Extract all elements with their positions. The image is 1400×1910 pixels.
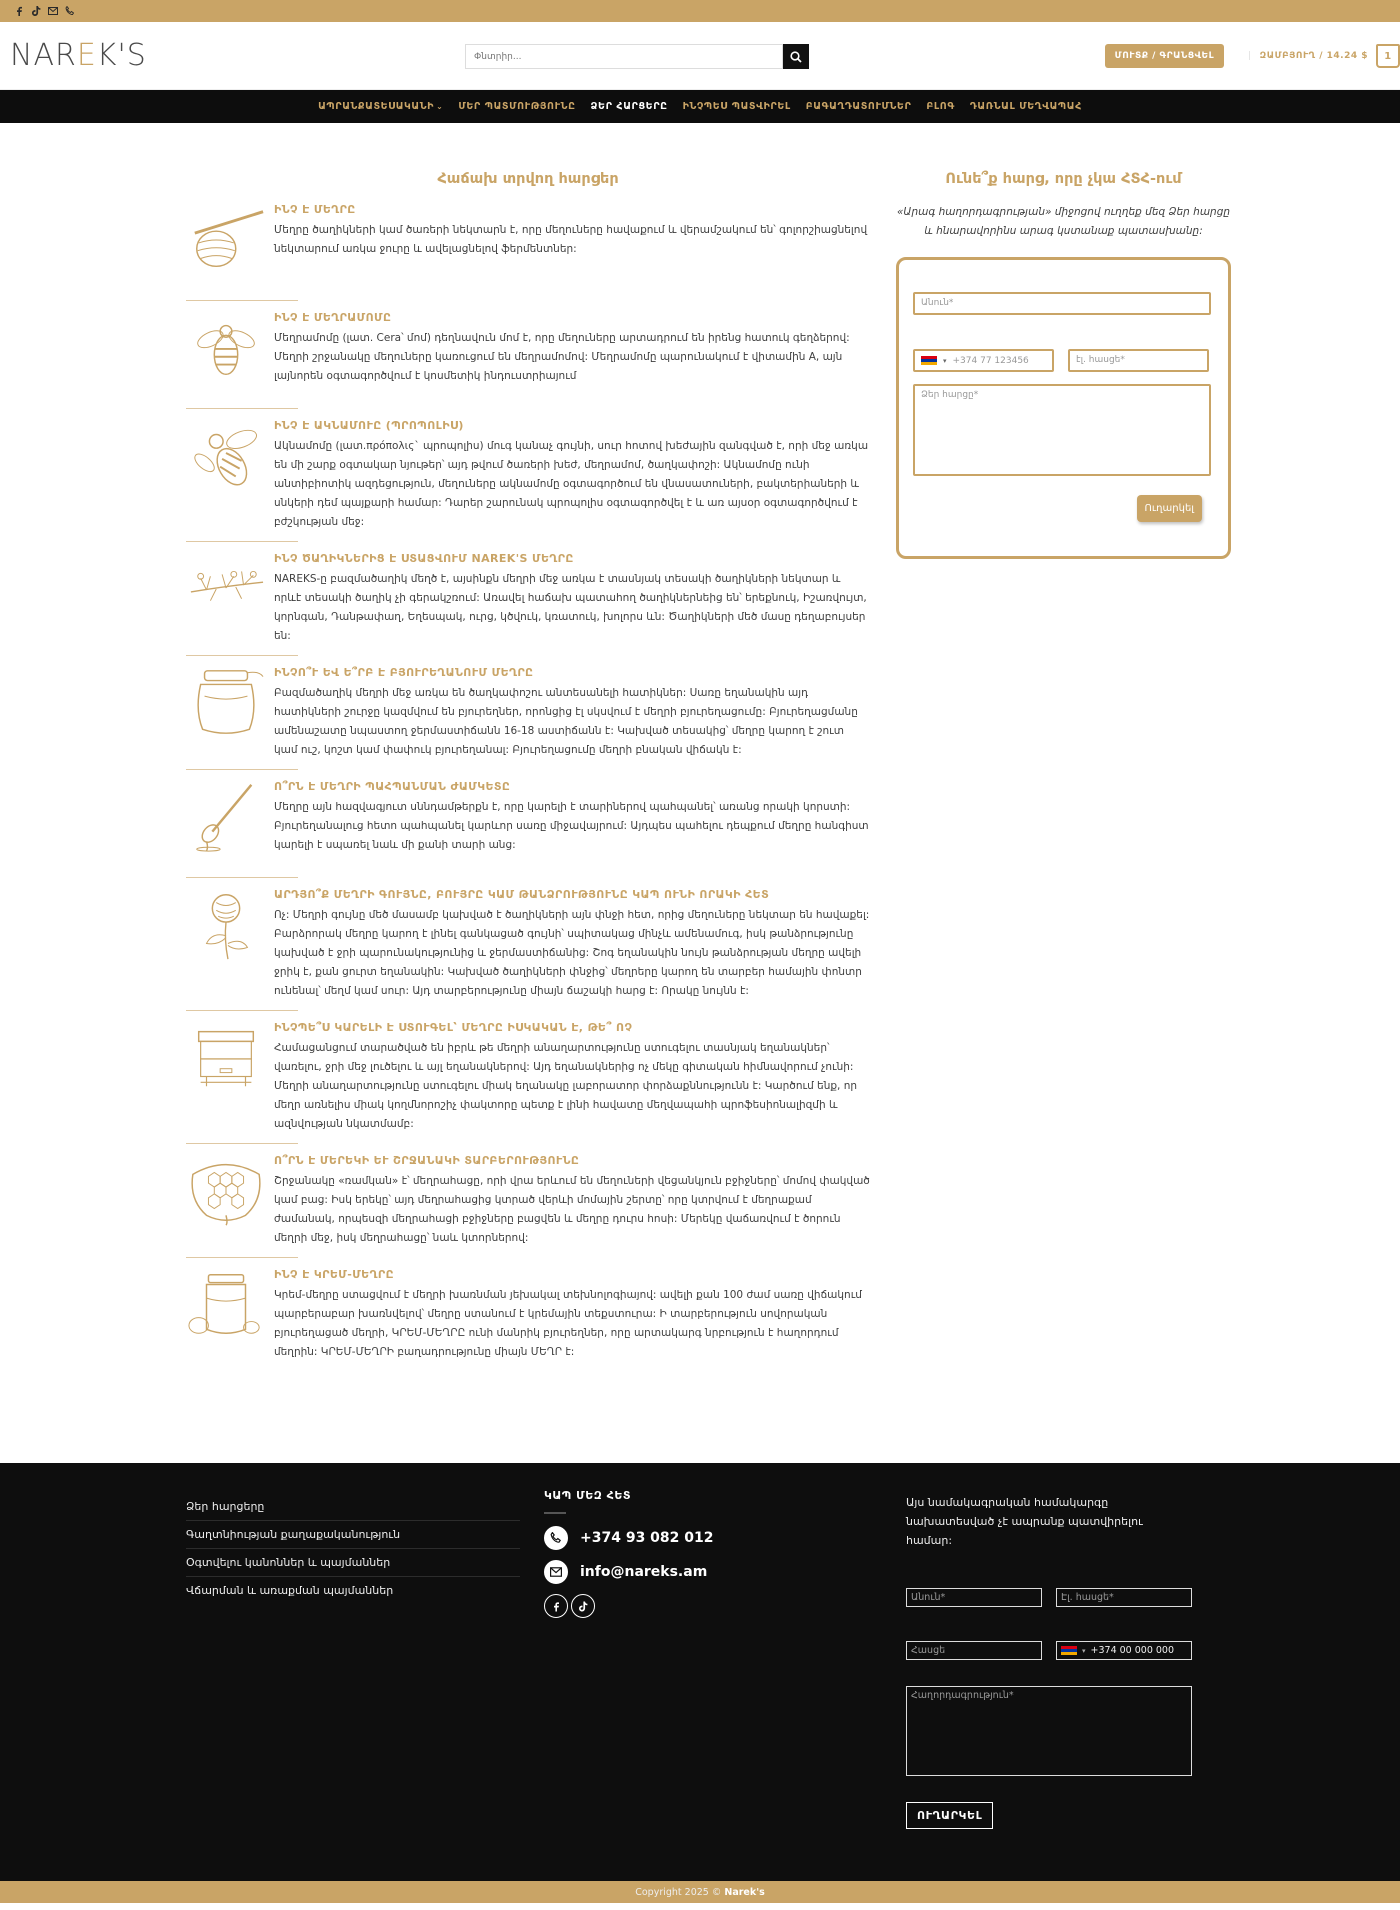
- nav-item-faq[interactable]: ՁԵՐ ՀԱՐՑԵՐԸ: [590, 101, 668, 112]
- armenia-flag-icon[interactable]: [921, 356, 937, 366]
- faq-answer: NAREKS-ը բազմածաղիկ մեղծ է, այսինքն մեղրի մեջ առկա է տասնյակ տեսակի ծաղիկների նեկտար և որևէ տեսակի ծաղիկ չի գերակշռում: Առավել հաճախ պատահող ծաղիկներնեից են՝ երեքնուկ, Իշառվույտ, կորնգան, Դանթափաղ, Եղեսպակ, ուրց, կծվուկ, կռատուկ, խոլորս ևն: Ծաղիկների մեծ մասը դեղաբույսեր են:: [274, 573, 867, 642]
- faq-answer: Ոչ: Մեղրի գույնը մեծ մասամբ կախված է ծաղիկների այն փնջի հետ, որից մեղուները նեկտար են հավաքել: Բարձրորակ մեղրը կարող է լինել գանկացած գույնի՝ սպիտակաց մինչև ամենամուգ, իսկ թանձրությունը կախված է ջրի պարունակությունից և ջերմաստիճանից: Շոգ եղանակին նույն թանձրության մեղրը ավելի ջրիկ է, քան ցուրտ եղանակին: Կախված ծաղիկների փնջից՝ մեղրերը կարող են տարբեր համային փոնտր ունենալ՝ մեղմ կամ սուր: Այդ տարբերությունը միայն ճաշակի հարց է: Որակը նույնն է:: [274, 909, 870, 997]
- footer-link-faq[interactable]: Ձեր հարցերը: [186, 1493, 520, 1521]
- faq-answer: Ակնամոմը (լատ.πρόπολις` պրոպոլիս) մուգ կանաչ գույնի, սուր հոտով խեժային զանգված է, որի մեջ առկա են մի շարք օգտակար նյութեր՝ այդ թվում ծառերի խեժ, մեղրամոմ, ծաղկափոշի: Ակնամոմը ունի անտիբիոտիկ ազդեցություն, մեղուները ակնամոմը օգտագործում են վնասատուների, բակտերիաների և սնկերի դեմ պայքարի համար: Դարեր շարունակ պրոպոլիս օգտագործվել է և առ այսօր օգտագործվում է բժշկության մեջ:: [274, 440, 869, 528]
- site-logo[interactable]: NAREK'S: [10, 38, 147, 73]
- phone-number[interactable]: +374 93 082 012: [580, 1530, 714, 1546]
- faq-section: [186, 171, 870, 1463]
- footer-note: Այս նամակագրական համակարգը նախատեսված չէ ապրանք պատվիրելու համար:: [906, 1496, 1143, 1547]
- faq-question[interactable]: ԻՆՉ Է ՄԵՂՐԸ: [274, 203, 356, 216]
- search-bar: [465, 44, 809, 69]
- name-field[interactable]: Անուն*: [913, 292, 1211, 315]
- faq-answer: Մեղրամոմը (լատ. Cera՝ մոմ) դեղնավուն մոմ է, որը մեղուները արտադրում են իրենց հատուկ գեղձերով: Մեղրի շրջանակը մեղուները կառուցում են մեղրամոմով: Մեղրամոմը պարունակում է վիտամին A, այն լայնորեն օգտագործվում է կոսմետիկ ինդուստրիայում: [274, 332, 850, 382]
- divider: [186, 300, 298, 301]
- faq-answer: Մեղրը այն հազվագյուտ սննդամթերքն է, որը կարելի է տարիներով պահպանել՝ առանց որակի կորստի: Բյուրեղանալուց հետո պահպանել կարևոր սառը միջավայրում: Այդպես պահելու դեպքում մեղրը հանգիստ կարելի է սպառել նաև մի քանի տարի անց:: [274, 801, 869, 851]
- email-address[interactable]: info@nareks.am: [580, 1564, 708, 1580]
- login-register-button[interactable]: ՄՈՒՏՔ / ԳՐԱՆՑՎԵԼ: [1105, 44, 1224, 68]
- faq-question[interactable]: ԻՆՉՈ՞Ւ ԵՎ Ե՞ՐԲ Է ԲՅՈՒՐԵՂԱՆՈՒՄ ՄԵՂՐԸ: [274, 666, 534, 679]
- bee-flying-icon: [186, 419, 266, 507]
- nav-item-become-beekeeper[interactable]: ԴԱՌՆԱԼ ՄԵՂՎԱՊԱՀ: [969, 101, 1082, 112]
- honeycomb-icon: [186, 1154, 266, 1242]
- chevron-down-icon: ▾: [943, 356, 947, 365]
- divider: [186, 1257, 298, 1258]
- ask-form: [896, 257, 1231, 559]
- phone-icon: [544, 1526, 568, 1550]
- footer-send-button[interactable]: ՈՒՂԱՐԿԵԼ: [906, 1802, 993, 1829]
- faq-item: [186, 888, 870, 1011]
- faq-heading: Հաճախ տրվող հարցեր: [437, 171, 619, 187]
- faq-question[interactable]: ԻՆՉՊԵ՞Ս ԿԱՐԵԼԻ Է ՍՏՈՒԳԵԼ՝ ՄԵՂՐԸ ԻՍԿԱԿԱՆ Է, ԹԵ՞ ՈՉ: [274, 1021, 633, 1034]
- cart-total: ԶԱՄԲՅՈՒՂ / 14.24 $: [1259, 51, 1368, 61]
- divider: [186, 541, 298, 542]
- main-content: [0, 171, 1400, 1463]
- copyright-brand[interactable]: Narek's: [724, 1886, 765, 1898]
- footer-link-payment-delivery[interactable]: Վճարման և առաքման պայմաններ: [186, 1584, 394, 1597]
- ask-heading: Ունե՞ք հարց, որը չկա ՀՏՀ-ում: [945, 171, 1182, 187]
- tiktok-icon[interactable]: [31, 6, 41, 16]
- divider: [186, 408, 298, 409]
- site-header: [0, 22, 1400, 90]
- faq-answer: Շրջանակը «ռամկան» է՝ մեղրահացը, որի վրա երևում են մեղուների վեցանկյուն բջիջները՝ մոմով փակված կամ բաց: Իսկ երեկը՝ այդ մեղրահացից կտրած վերևի մոմային շերտը՝ որը կտրվում է մեղրաքամ ժամանակ, որպեսզի մեղրահացի բջիջները բացվեն և մեղրը դուրս հոսի: Մերեկը վաճառվում է ծորուն մեղրի մեջ, իսկ մեղրահացը՝ նաև կտորներով:: [274, 1175, 870, 1244]
- faq-item: [186, 419, 870, 542]
- faq-item: [186, 1268, 870, 1372]
- nav-item-ingredients[interactable]: ԲԱԳԱՂԴԱՏՈՒՄՆԵՐ: [805, 101, 912, 112]
- contact-phone[interactable]: [544, 1526, 906, 1550]
- main-nav: [0, 90, 1400, 123]
- cart-button[interactable]: | ԶԱՄԲՅՈՒՂ / 14.24 $ 1: [1248, 44, 1400, 68]
- copyright-text: Copyright 2025 ©: [635, 1886, 722, 1898]
- search-button[interactable]: [783, 44, 809, 69]
- email-icon: [544, 1560, 568, 1584]
- search-icon: [790, 51, 802, 63]
- faq-question[interactable]: ԻՆՉ Է ԿՐԵՄ-ՄԵՂՐԸ: [274, 1268, 394, 1281]
- bee-icon: [186, 311, 266, 399]
- faq-item: [186, 552, 870, 656]
- ask-intro: «Արագ հաղորդագրության» միջոցով ուղղեք մեզ Ձեր հարցը և հնարավորինս արագ կստանաք պատասխանը:: [896, 206, 1231, 237]
- faq-question[interactable]: ԱՐԴՅՈ՞Ք ՄԵՂՐԻ ԳՈՒՅՆԸ, ԲՈՒՅՐԸ ԿԱՄ ԹԱՆՁՐՈՒԹՅՈՒՆԸ ԿԱՊ ՈՒՆԻ ՈՐԱԿԻ ՀԵՏ: [274, 888, 770, 901]
- contact-email[interactable]: [544, 1560, 906, 1584]
- tiktok-icon[interactable]: [571, 1594, 595, 1618]
- faq-item: [186, 203, 870, 301]
- footer-link-terms[interactable]: Օգտվելու կանոններ և պայմաններ: [186, 1549, 520, 1577]
- copyright-bar: [0, 1881, 1400, 1903]
- cart-count-badge: 1: [1376, 44, 1400, 68]
- divider: [186, 1143, 298, 1144]
- nav-item-blog[interactable]: ԲԼՈԳ: [926, 101, 955, 112]
- faq-item: [186, 311, 870, 409]
- faq-answer: Կրեմ-մեղրը ստացվում է մեղրի խառնման յեխակալ տեխնոլոգիայով: ավելի քան 100 ժամ սառը վիճակում պարբերաբար խառնվելով՝ մեղրը ստանում է կրեմային տեքստուրա: Ի տարբերություն սովորական բյուրեղացած մեղրի, ԿՐԵՄ-ՄԵՂՐԸ ունի մանրիկ բյուրեղներ, որը արտակարգ նրբություն է հաղորդում մեղրին: ԿՐԵՄ-ՄԵՂՐԻ բաղադրությունը միայն ՄԵՂՐ է:: [274, 1289, 862, 1358]
- faq-item: [186, 666, 870, 770]
- facebook-icon[interactable]: [544, 1594, 568, 1618]
- honey-jar-icon: [186, 666, 266, 754]
- footer-contact: [544, 1463, 906, 1881]
- email-icon[interactable]: [48, 6, 58, 16]
- faq-item: [186, 1154, 870, 1258]
- nav-item-products[interactable]: ԱՊՐԱՆՔԱՏԵՍԱԿԱՆԻ ⌄: [318, 101, 444, 112]
- faq-answer: Բազմածաղիկ մեղրի մեջ առկա են ծաղկափոշու անտեսանելի հատիկներ: Սառը եղանակին այդ հատիկների շուրջը կազմվում են բյուրեղներ, որոնցից էլ սկսվում է մեղրի բյուրեղացումը: Բյուրեղացմանը ամենաշատը նպաստող ջերմաստիճանն 16-18 աստիճանն է: Կախված տեսակից՝ մեղրը կարող է շուտ կամ ուշ, կոշտ կամ փափուկ բյուրեղանալ: Բյուրեղացումը մեղրի բնական վիճակն է:: [274, 687, 858, 756]
- footer-links: [186, 1463, 520, 1881]
- contact-title: ԿԱՊ ՄԵԶ ՀԵՏ: [544, 1489, 631, 1502]
- site-footer: [0, 1463, 1400, 1881]
- chevron-down-icon: ⌄: [436, 102, 444, 111]
- facebook-icon[interactable]: [14, 6, 24, 16]
- faq-question[interactable]: Ո՞ՐՆ Է ՄԵՐԵԿԻ ԵՒ ՇՐՋԱՆԱԿԻ ՏԱՐԲԵՐՈՒԹՅՈՒՆԸ: [274, 1154, 580, 1167]
- armenia-flag-icon[interactable]: [1061, 1646, 1077, 1656]
- search-input[interactable]: [465, 44, 783, 69]
- footer-message-textarea[interactable]: Հաղորդագրություն*: [906, 1686, 1192, 1776]
- faq-question[interactable]: ԻՆՉ Է ԱԿՆԱՄՈՒԸ (ՊՐՈՊՈԼԻՍ): [274, 419, 464, 432]
- ask-question-section: [896, 171, 1231, 1463]
- honey-stick-icon: [186, 780, 266, 868]
- footer-name-field[interactable]: Անուն*: [906, 1588, 1042, 1607]
- divider: [544, 1512, 566, 1514]
- phone-icon[interactable]: [65, 6, 75, 16]
- footer-socials: [544, 1594, 906, 1618]
- honey-dipper-icon: [186, 203, 266, 291]
- cream-honey-jar-icon: [186, 1268, 266, 1356]
- top-social-bar: [0, 0, 1400, 22]
- clover-flower-icon: [186, 888, 266, 976]
- faq-question[interactable]: Ո՞ՐՆ Է ՄԵՂՐԻ ՊԱՀՊԱՆՄԱՆ ԺԱՄԿԵՏԸ: [274, 780, 511, 793]
- faq-question[interactable]: ԻՆՉ Է ՄԵՂՐԱՄՈՄԸ: [274, 311, 392, 324]
- faq-answer: Համացանցում տարածված են իբրև թե մեղրի անաղարտությունը ստուգելու տասնյակ եղանակներ՝ վառելու, ջրի մեջ լուծելու և այլ եղանակներով: Այդ եղանակներից ոչ մեկը գիտական հիմնավորում չունի: Մեղրի անաղարտությունը ստուգելու միակ եղանակը լաբորատոր փորձաքննությունն է: Կարծում ենք, որ մեղր առնելիս միակ կողմնորոշիչ փակտորը պետք է լինի հավատը մեղվապահի պրոֆեսիոնալիզմի և ազնվության նկատմամբ:: [274, 1042, 858, 1130]
- email-field[interactable]: էլ. հասցե*: [1068, 349, 1209, 372]
- send-button[interactable]: Ուղարկել: [1137, 495, 1202, 522]
- footer-link-privacy[interactable]: Գաղտնիության քաղաքականություն: [186, 1521, 520, 1549]
- nav-item-how-to-order[interactable]: ԻՆՉՊԵՍ ՊԱՏՎԻՐԵԼ: [682, 101, 791, 112]
- footer-phone-field[interactable]: [1056, 1641, 1192, 1660]
- divider: [186, 655, 298, 656]
- footer-phone-value: +374 00 000 000: [1090, 1645, 1175, 1656]
- divider: [186, 1010, 298, 1011]
- beehive-icon: [186, 1021, 266, 1109]
- divider: [186, 769, 298, 770]
- faq-answer: Մեղրը ծաղիկների կամ ծառերի նեկտարն է, որը մեղուները հավաքում և վերամշակում են՝ գոլորշիացնելով նեկտարում առկա ջուրը և ավելացնելով ֆերմենտներ:: [274, 224, 868, 255]
- phone-field[interactable]: [913, 349, 1054, 372]
- chevron-down-icon: ▾: [1082, 1646, 1086, 1655]
- faq-item: [186, 1021, 870, 1144]
- divider: [186, 877, 298, 878]
- faq-question[interactable]: ԻՆՉ ԾԱՂԻԿՆԵՐԻՑ Է ՍՏԱՑՎՈՒՄ NAREK'S ՄԵՂՐԸ: [274, 552, 574, 565]
- footer-email-field[interactable]: Էլ. հասցե*: [1056, 1588, 1192, 1607]
- footer-contact-form: [906, 1463, 1192, 1881]
- faq-item: [186, 780, 870, 878]
- question-textarea[interactable]: Ձեր հարցը*: [913, 384, 1211, 476]
- nav-item-our-story[interactable]: ՄԵՐ ՊԱՏՄՈՒԹՅՈՒՆԸ: [458, 101, 576, 112]
- phone-placeholder: +374 77 123456: [952, 355, 1029, 366]
- footer-address-field[interactable]: Հասցե: [906, 1641, 1042, 1660]
- flower-branch-icon: [186, 552, 266, 640]
